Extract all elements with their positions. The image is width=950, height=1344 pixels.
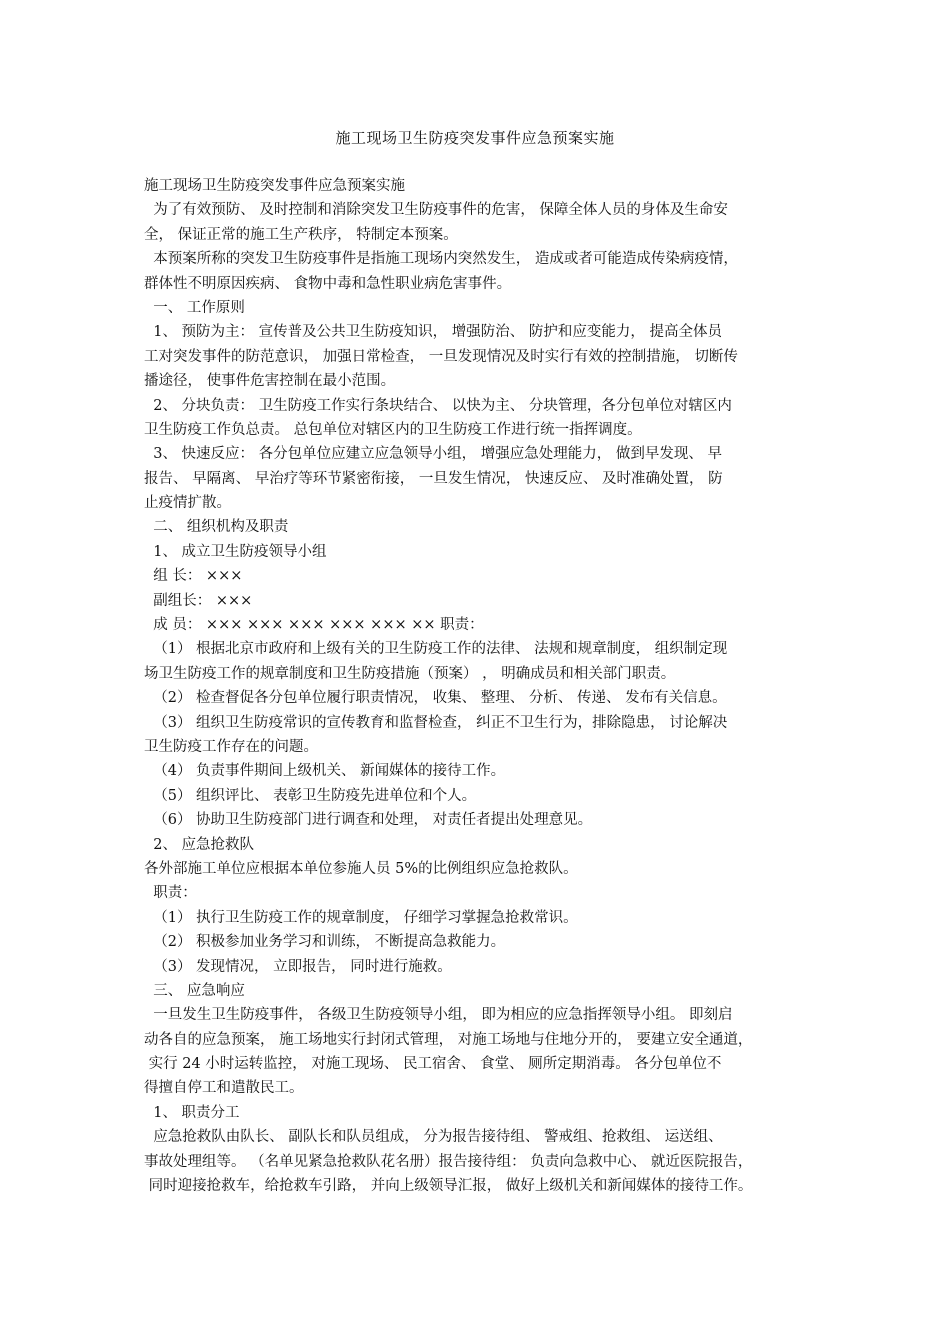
body-line: （5） 组织评比、 表彰卫生防疫先进单位和个人。 <box>144 787 477 804</box>
document-body <box>144 174 834 1198</box>
body-line: 应急抢救队由队长、 副队长和队员组成， 分为报告接待组、 警戒组、抢救组、 运送组、 <box>144 1129 723 1146</box>
body-line: 各外部施工单位应根据本单位参施人员 5%的比例组织应急抢救队。 <box>144 860 578 877</box>
body-line: 1、 预防为主： 宣传普及公共卫生防疫知识， 增强防治、 防护和应变能力， 提高全体员 <box>144 324 722 341</box>
body-line: （6） 协助卫生防疫部门进行调查和处理， 对责任者提出处理意见。 <box>144 812 593 829</box>
document-title: 施工现场卫生防疫突发事件应急预案实施 <box>335 129 615 147</box>
body-line: 实行 24 小时运转监控， 对施工现场、 民工宿舍、 食堂、 厕所定期消毒。 各分包单位不 <box>144 1056 722 1073</box>
body-line: 工对突发事件的防范意识， 加强日常检查， 一旦发现情况及时实行有效的控制措施， 切断传 <box>144 348 738 365</box>
body-line: 2、 应急抢救队 <box>144 836 255 853</box>
body-line: 止疫情扩散。 <box>144 495 231 512</box>
body-line: 播途径， 使事件危害控制在最小范围。 <box>144 373 396 390</box>
body-line: 卫生防疫工作负总责。 总包单位对辖区内的卫生防疫工作进行统一指挥调度。 <box>144 421 642 438</box>
body-line: 群体性不明原因疾病、 食物中毒和急性职业病危害事件。 <box>144 275 512 292</box>
body-line: 得擅自停工和遣散民工。 <box>144 1080 304 1097</box>
body-line: 副组长： ××× <box>144 592 253 609</box>
body-line: 职责： <box>144 885 197 902</box>
body-line: 2、 分块负责： 卫生防疫工作实行条块结合、 以快为主、 分块管理，各分包单位对辖区内 <box>144 397 732 414</box>
body-line: 事故处理组等。 （名单见紧急抢救队花名册）报告接待组： 负责向急救中心、 就近医院报告， <box>144 1153 753 1170</box>
body-line: 动各自的应急预案， 施工场地实行封闭式管理， 对施工场地与住地分开的， 要建立安全通道， <box>144 1031 753 1048</box>
body-line: 同时迎接抢救车，给抢救车引路， 并向上级领导汇报， 做好上级机关和新闻媒体的接待工作。 <box>144 1178 753 1195</box>
body-line: 成 员： ××× ××× ××× ××× ××× ×× 职责： <box>144 617 484 634</box>
body-line: 1、 职责分工 <box>144 1104 240 1121</box>
body-line: 卫生防疫工作存在的问题。 <box>144 738 318 755</box>
body-line: （3） 发现情况， 立即报告， 同时进行施救。 <box>144 958 452 975</box>
body-line: 本预案所称的突发卫生防疫事件是指施工现场内突然发生， 造成或者可能造成传染病疫情， <box>144 251 738 268</box>
body-line: （3） 组织卫生防疫常识的宣传教育和监督检查， 纠正不卫生行为，排除隐患， 讨论解决 <box>144 714 728 731</box>
body-line: 三、 应急响应 <box>144 982 245 999</box>
body-line: （1） 根据北京市政府和上级有关的卫生防疫工作的法律、 法规和规章制度， 组织制定现 <box>144 641 728 658</box>
body-line: 组 长： ××× <box>144 568 243 585</box>
body-line: 为了有效预防、 及时控制和消除突发卫生防疫事件的危害， 保障全体人员的身体及生命安 <box>144 202 728 219</box>
body-line: （1） 执行卫生防疫工作的规章制度， 仔细学习掌握急抢救常识。 <box>144 909 578 926</box>
body-line: 一、 工作原则 <box>144 299 245 316</box>
body-line: 场卫生防疫工作的规章制度和卫生防疫措施（预案） ， 明确成员和相关部门职责。 <box>144 665 676 682</box>
body-line: 1、 成立卫生防疫领导小组 <box>144 543 327 560</box>
body-line: 3、 快速反应： 各分包单位应建立应急领导小组， 增强应急处理能力， 做到早发现、 早 <box>144 446 722 463</box>
body-line: 一旦发生卫生防疫事件， 各级卫生防疫领导小组， 即为相应的应急指挥领导小组。 即刻启 <box>144 1007 733 1024</box>
body-line: 报告、 早隔离、 早治疗等环节紧密衔接， 一旦发生情况， 快速反应、 及时准确处置， 防 <box>144 470 723 487</box>
body-line: （4） 负责事件期间上级机关、 新闻媒体的接待工作。 <box>144 763 506 780</box>
body-line: 施工现场卫生防疫突发事件应急预案实施 <box>144 178 405 194</box>
body-line: 全， 保证正常的施工生产秩序， 特制定本预案。 <box>144 226 458 243</box>
body-line: （2） 检查督促各分包单位履行职责情况， 收集、 整理、 分析、 传递、 发布有关信息。 <box>144 690 727 707</box>
body-line: （2） 积极参加业务学习和训练， 不断提高急救能力。 <box>144 934 506 951</box>
body-line: 二、 组织机构及职责 <box>144 519 289 536</box>
